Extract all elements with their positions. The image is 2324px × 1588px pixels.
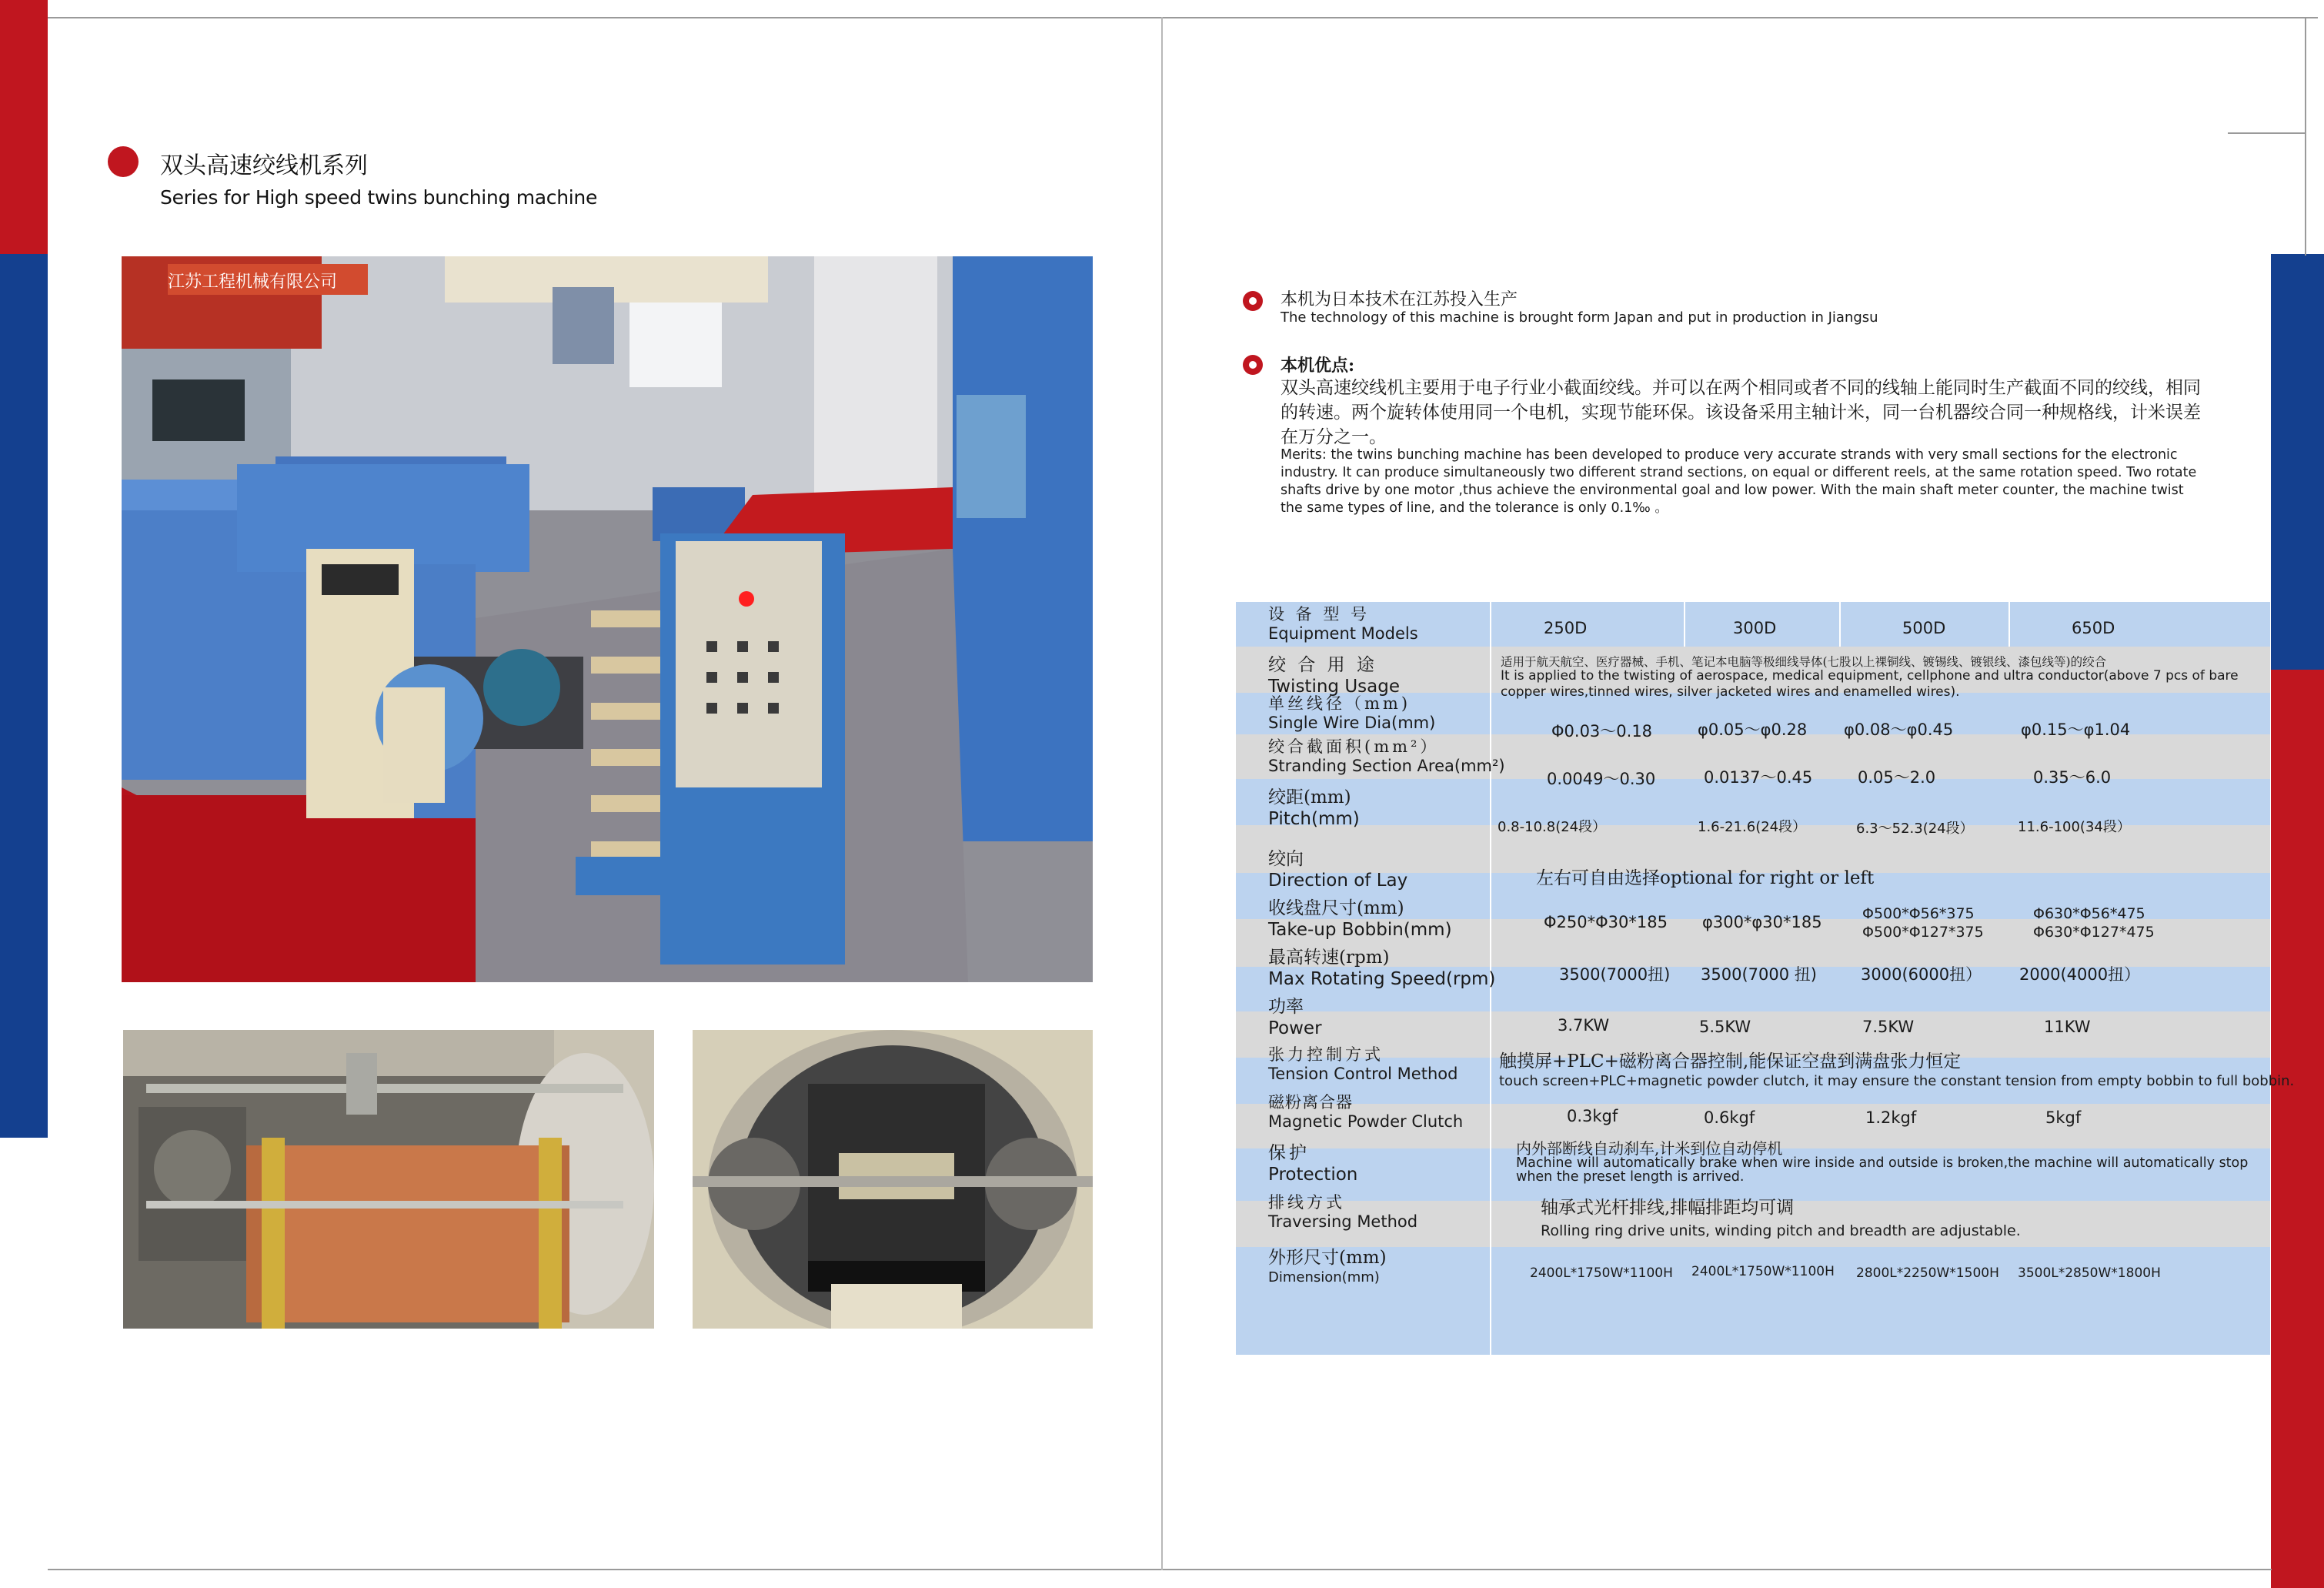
usage-cn: 适用于航天航空、医疗器械、手机、笔记本电脑等极细线导体(七股以上裸铜线、镀锡线、镀银线、漆包线等)的绞合 bbox=[1501, 655, 2107, 669]
left-blue-bar bbox=[0, 254, 48, 1138]
dim-650d: 3500L*2850W*1800H bbox=[2018, 1265, 2161, 1281]
merits-heading: 本机优点: bbox=[1281, 356, 1355, 376]
protection-cn: 内外部断线自动刹车,计米到位自动停机 bbox=[1516, 1139, 1783, 1158]
dim-500d: 2800L*2250W*1500H bbox=[1856, 1265, 1999, 1281]
strand-650d: 0.35～6.0 bbox=[2033, 768, 2112, 787]
banner-text: 江苏工程机械有限公司 bbox=[168, 272, 338, 292]
tension-cn: 触摸屏+PLC+磁粉离合器控制,能保证空盘到满盘张力恒定 bbox=[1499, 1051, 1962, 1071]
label-speed: 最高转速(rpm) Max Rotating Speed(rpm) bbox=[1268, 948, 1496, 989]
bobbin-500d: Φ500*Φ56*375 bbox=[1862, 905, 1975, 922]
label-power: 功率 Power bbox=[1268, 997, 1322, 1038]
power-300d: 5.5KW bbox=[1699, 1018, 1751, 1036]
col-sep-3a bbox=[1839, 602, 1841, 647]
power-650d: 11KW bbox=[2044, 1018, 2091, 1036]
single-650d: φ0.15～φ1.04 bbox=[2021, 720, 2131, 739]
label-lay: 绞向 Direction of Lay bbox=[1268, 849, 1408, 891]
page-spine bbox=[1161, 17, 1163, 1570]
label-tension: 张力控制方式 Tension Control Method bbox=[1268, 1045, 1458, 1083]
single-300d: φ0.05～φ0.28 bbox=[1698, 720, 1808, 739]
label-strand: 绞合截面积(mm²） Stranding Section Area(mm²) bbox=[1268, 737, 1505, 775]
frame-right-line bbox=[2305, 17, 2306, 256]
col-sep-2a bbox=[1684, 602, 1685, 647]
bobbin-300d: φ300*φ30*185 bbox=[1702, 913, 1822, 931]
model-250d: 250D bbox=[1544, 619, 1588, 637]
bobbin-650d-2: Φ630*Φ127*475 bbox=[2033, 924, 2155, 941]
merits-text-cn: 双头高速绞线机主要用于电子行业小截面绞线。并可以在两个相同或者不同的线轴上能同时生产截面不同的绞线，相同的转速。两个旋转体使用同一个电机，实现节能环保。该设备采用主轴计米，同一台机器绞合同一种规格线，计米误差在万分之一。 bbox=[1281, 378, 2201, 447]
intro-bullet bbox=[1243, 291, 1263, 311]
bobbin-250d: Φ250*Φ30*185 bbox=[1544, 913, 1668, 931]
page-title-cn: 双头高速绞线机系列 bbox=[160, 152, 368, 179]
strand-300d: 0.0137～0.45 bbox=[1704, 768, 1813, 787]
traverse-cn: 轴承式光杆排线,排幅排距均可调 bbox=[1541, 1198, 1795, 1218]
label-protection: 保护 Protection bbox=[1268, 1143, 1358, 1185]
clutch-650d: 5kgf bbox=[2045, 1108, 2082, 1127]
pitch-650d: 11.6-100(34段） bbox=[2018, 819, 2131, 835]
label-single: 单丝线径（mm) Single Wire Dia(mm) bbox=[1268, 694, 1436, 732]
single-250d: Φ0.03～0.18 bbox=[1551, 722, 1653, 741]
speed-500d: 3000(6000扭） bbox=[1861, 965, 1982, 984]
single-500d: φ0.08～φ0.45 bbox=[1844, 720, 1954, 739]
model-650d: 650D bbox=[2072, 619, 2115, 637]
pitch-500d: 6.3～52.3(24段） bbox=[1856, 821, 1974, 837]
intro-cn: 本机为日本技术在江苏投入生产 bbox=[1281, 290, 1518, 309]
clutch-250d: 0.3kgf bbox=[1567, 1107, 1618, 1125]
label-usage: 绞 合 用 途 Twisting Usage bbox=[1268, 655, 1400, 697]
protection-en: Machine will automatically brake when wire inside and outside is broken,the machine will automatically stop when the preset length is arrived. bbox=[1516, 1155, 2249, 1185]
pitch-300d: 1.6-21.6(24段） bbox=[1698, 819, 1807, 835]
label-models: 设 备 型 号 Equipment Models bbox=[1268, 605, 1418, 643]
col-sep-4a bbox=[2008, 602, 2010, 647]
bobbin-illustration bbox=[123, 1030, 654, 1329]
speed-650d: 2000(4000扭） bbox=[2019, 965, 2141, 984]
merits-bullet bbox=[1243, 355, 1263, 375]
main-machine-photo bbox=[122, 256, 1093, 982]
spec-table bbox=[1236, 602, 2295, 1355]
strand-500d: 0.05～2.0 bbox=[1858, 768, 1936, 787]
lay-value: 左右可自由选择optional for right or left bbox=[1536, 868, 1875, 888]
clutch-500d: 1.2kgf bbox=[1865, 1108, 1917, 1127]
right-blue-bar bbox=[2271, 254, 2324, 670]
title-bullet bbox=[108, 146, 139, 177]
traverse-en: Rolling ring drive units, winding pitch and breadth are adjustable. bbox=[1541, 1222, 2021, 1239]
frame-top-line bbox=[48, 17, 2318, 18]
frame-bottom-line bbox=[48, 1569, 2272, 1570]
label-dimension: 外形尺寸(mm) Dimension(mm) bbox=[1268, 1248, 1387, 1285]
label-pitch: 绞距(mm) Pitch(mm) bbox=[1268, 787, 1360, 829]
intro-en: The technology of this machine is brought form Japan and put in production in Jiangsu bbox=[1281, 309, 1878, 326]
frame-corner-mark bbox=[2228, 132, 2305, 134]
rotor-illustration bbox=[693, 1030, 1093, 1329]
tension-en: touch screen+PLC+magnetic powder clutch, it may ensure the constant tension from empty bobbin to full bobbin. bbox=[1499, 1073, 2295, 1089]
pitch-250d: 0.8-10.8(24段） bbox=[1498, 819, 1607, 835]
clutch-300d: 0.6kgf bbox=[1704, 1108, 1755, 1127]
power-500d: 7.5KW bbox=[1862, 1018, 1915, 1036]
label-traverse: 排线方式 Traversing Method bbox=[1268, 1193, 1418, 1231]
speed-250d: 3500(7000扭) bbox=[1559, 965, 1671, 984]
model-300d: 300D bbox=[1733, 619, 1777, 637]
left-red-bar bbox=[0, 0, 48, 254]
page-title-en: Series for High speed twins bunching machine bbox=[160, 186, 598, 209]
bobbin-500d-2: Φ500*Φ127*375 bbox=[1862, 924, 1984, 941]
merits-text-en: Merits: the twins bunching machine has been developed to produce very accurate strands with very small sections for the electronic industry. It can produce simultaneously two different strand sections, on equal or different reels, at the same rotation speed. Two rotate shafts drive by one motor ,thus achieve the environmental goal and low power. With the main shaft meter counter, the machine twist the same types of line, and the tolerance is only 0.1‰ 。 bbox=[1281, 447, 2197, 516]
bobbin-650d: Φ630*Φ56*475 bbox=[2033, 905, 2145, 922]
dim-250d: 2400L*1750W*1100H bbox=[1530, 1265, 1673, 1281]
model-500d: 500D bbox=[1902, 619, 1946, 637]
rotor-cage-photo bbox=[693, 1030, 1093, 1329]
dim-300d: 2400L*1750W*1100H bbox=[1691, 1264, 1835, 1279]
power-250d: 3.7KW bbox=[1558, 1016, 1610, 1035]
copper-bobbin-photo bbox=[123, 1030, 654, 1329]
machine-exhibit-illustration bbox=[122, 256, 1093, 982]
usage-en: It is applied to the twisting of aerospace, medical equipment, cellphone and ultra conductor(above 7 pcs of bare copper wires,tinned wires, silver jacketed wires and enamelled wires). bbox=[1501, 668, 2239, 700]
label-clutch: 磁粉离合器 Magnetic Powder Clutch bbox=[1268, 1093, 1464, 1131]
speed-300d: 3500(7000 扭) bbox=[1701, 965, 1817, 984]
strand-250d: 0.0049～0.30 bbox=[1547, 770, 1656, 788]
right-red-bar bbox=[2271, 670, 2324, 1588]
label-bobbin: 收线盘尺寸(mm) Take-up Bobbin(mm) bbox=[1268, 898, 1452, 940]
